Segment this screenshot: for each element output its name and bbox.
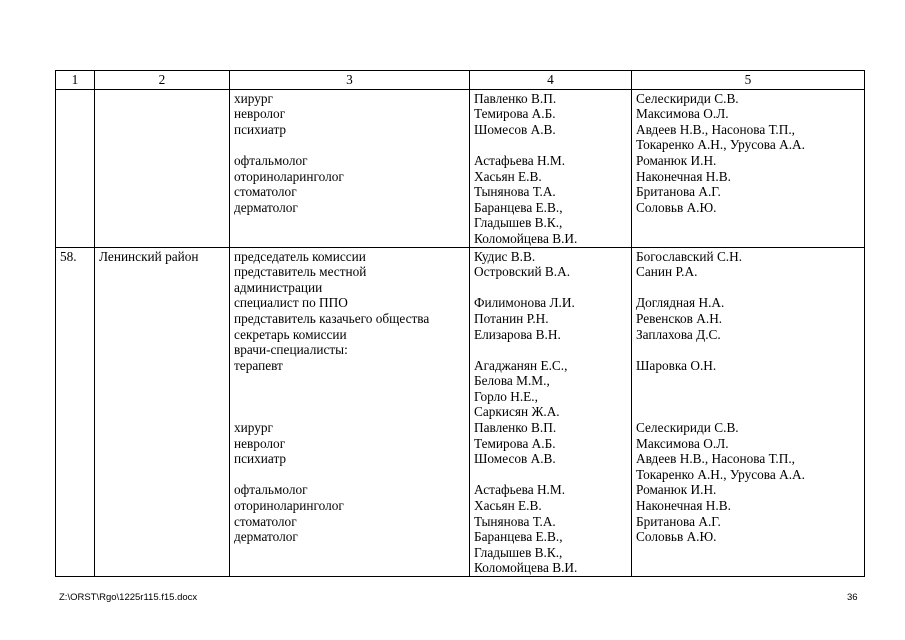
role-list-line: стоматолог	[234, 513, 297, 529]
role-list-line: секретарь комиссии	[234, 326, 347, 342]
member-list-line: Филимонова Л.И.	[474, 295, 575, 311]
reserve-list-line: Ревенсков А.Н.	[636, 310, 723, 326]
member-list-line: Тынянова Т.А.	[474, 513, 556, 529]
role-list-line: невролог	[234, 435, 286, 451]
role-list-line: стоматолог	[234, 184, 297, 200]
reserve-list-line: Соловьв А.Ю.	[636, 199, 717, 215]
reserve-list-line: Наконечная Н.В.	[636, 168, 731, 184]
district	[95, 247, 230, 576]
header-cell: 2	[95, 71, 230, 90]
member-list	[470, 89, 632, 247]
member-list-line: Астафьева Н.М.	[474, 482, 566, 498]
reserve-list-line: Авдеев Н.В., Насонова Т.П.,	[636, 451, 796, 467]
role-list-line	[234, 215, 465, 231]
member-list-line: Коломойцева В.И.	[474, 230, 578, 246]
reserve-list-line	[636, 373, 860, 389]
role-list-line: председатель комиссии	[234, 248, 366, 264]
role-list-line	[234, 467, 465, 483]
reserve-list-line: Шаровка О.Н.	[636, 357, 717, 373]
reserve-list-line: Селескириди С.В.	[636, 90, 739, 106]
reserve-list-line: Британова А.Г.	[636, 184, 721, 200]
reserve-list-line	[636, 404, 860, 420]
member-list-line	[474, 467, 627, 483]
reserve-list-line: Максимова О.Л.	[636, 435, 729, 451]
role-list-line: невролог	[234, 106, 286, 122]
commission-table	[55, 70, 865, 577]
role-list-line: оториноларинголог	[234, 168, 344, 184]
member-list-line	[474, 280, 627, 296]
role-list-line: администрации	[234, 279, 323, 295]
member-list-line: Астафьева Н.М.	[474, 152, 566, 168]
member-list-line: Шомесов А.В.	[474, 451, 556, 467]
reserve-list-line	[636, 560, 860, 576]
role-list-line	[234, 373, 465, 389]
role-list-line: психиатр	[234, 121, 287, 137]
role-list-line: представитель местной	[234, 264, 367, 280]
role-list-line: офтальмолог	[234, 152, 308, 168]
member-list	[470, 247, 632, 576]
reserve-list-line: Доглядная Н.А.	[636, 295, 725, 311]
reserve-list-line: Авдеев Н.В., Насонова Т.П.,	[636, 121, 796, 137]
role-list-line: дерматолог	[234, 199, 298, 215]
role-list-line: хирург	[234, 420, 273, 436]
file-path: Z:\ORST\Rgo\1225r115.f15.docx	[59, 592, 198, 603]
member-list-line	[474, 342, 627, 358]
role-list-line: представитель казачьего общества	[234, 310, 430, 326]
table-row	[56, 89, 865, 247]
member-list-line: Темирова А.Б.	[474, 106, 556, 122]
reserve-list-line: Токаренко А.Н., Урусова А.А.	[636, 137, 805, 153]
member-list-line: Коломойцева В.И.	[474, 560, 578, 576]
role-list-line: офтальмолог	[234, 482, 308, 498]
reserve-list-line: Романюк И.Н.	[636, 152, 717, 168]
member-list-line: Баранцева Е.В.,	[474, 529, 563, 545]
reserve-list-line	[636, 231, 860, 247]
reserve-list-line	[636, 342, 860, 358]
role-list-line: хирург	[234, 90, 273, 106]
role-list-line	[234, 560, 465, 576]
member-list-line: Кудис В.В.	[474, 248, 536, 264]
member-list-line: Баранцева Е.В.,	[474, 199, 563, 215]
reserve-list	[632, 89, 865, 247]
header-cell: 4	[470, 71, 632, 90]
reserve-list-line	[636, 389, 860, 405]
row-number	[56, 247, 95, 576]
role-list-line	[234, 137, 465, 153]
member-list-line: Павленко В.П.	[474, 90, 557, 106]
reserve-list-line: Богославский С.Н.	[636, 248, 743, 264]
role-list-line: врачи-специалисты:	[234, 342, 348, 358]
member-list-line: Горло Н.Е.,	[474, 388, 538, 404]
table-header-row	[56, 71, 865, 90]
reserve-list	[632, 247, 865, 576]
reserve-list-line	[636, 280, 860, 296]
role-list-line: специалист по ППО	[234, 295, 348, 311]
role-list-line	[234, 404, 465, 420]
row-number-text	[60, 91, 90, 107]
reserve-list-line: Селескириди С.В.	[636, 420, 739, 436]
role-list-line	[234, 545, 465, 561]
role-list	[230, 89, 470, 247]
member-list-line: Темирова А.Б.	[474, 435, 556, 451]
district-text: Ленинский район	[99, 248, 199, 264]
member-list-line: Елизарова В.Н.	[474, 326, 561, 342]
district-text	[99, 91, 225, 107]
role-list	[230, 247, 470, 576]
reserve-list-line: Соловьв А.Ю.	[636, 529, 717, 545]
reserve-list-line: Наконечная Н.В.	[636, 498, 731, 514]
member-list-line: Потанин Р.Н.	[474, 310, 549, 326]
role-list-line: психиатр	[234, 451, 287, 467]
header-cell: 3	[230, 71, 470, 90]
reserve-list-line	[636, 215, 860, 231]
member-list-line: Гладышев В.К.,	[474, 215, 563, 231]
row-number-text: 58.	[60, 248, 77, 264]
header-cell: 5	[632, 71, 865, 90]
reserve-list-line: Максимова О.Л.	[636, 106, 729, 122]
member-list-line: Хасьян Е.В.	[474, 498, 542, 514]
member-list-line: Белова М.М.,	[474, 373, 550, 389]
member-list-line: Островский В.А.	[474, 264, 571, 280]
reserve-list-line: Заплахова Д.С.	[636, 326, 721, 342]
member-list-line: Гладышев В.К.,	[474, 544, 563, 560]
page-number: 36	[847, 592, 858, 603]
reserve-list-line: Токаренко А.Н., Урусова А.А.	[636, 466, 805, 482]
district	[95, 89, 230, 247]
role-list-line	[234, 389, 465, 405]
member-list-line: Тынянова Т.А.	[474, 184, 556, 200]
member-list-line: Саркисян Ж.А.	[474, 404, 560, 420]
member-list-line: Павленко В.П.	[474, 420, 557, 436]
reserve-list-line: Санин Р.А.	[636, 264, 698, 280]
reserve-list-line: Романюк И.Н.	[636, 482, 717, 498]
row-number	[56, 89, 95, 247]
reserve-list-line	[636, 545, 860, 561]
reserve-list-line: Британова А.Г.	[636, 513, 721, 529]
member-list-line: Агаджанян Е.С.,	[474, 357, 568, 373]
role-list-line: терапевт	[234, 357, 283, 373]
table-row	[56, 247, 865, 576]
role-list-line: оториноларинголог	[234, 498, 344, 514]
role-list-line: дерматолог	[234, 529, 298, 545]
member-list-line: Шомесов А.В.	[474, 121, 556, 137]
member-list-line	[474, 137, 627, 153]
header-cell: 1	[56, 71, 95, 90]
role-list-line	[234, 231, 465, 247]
member-list-line: Хасьян Е.В.	[474, 168, 542, 184]
